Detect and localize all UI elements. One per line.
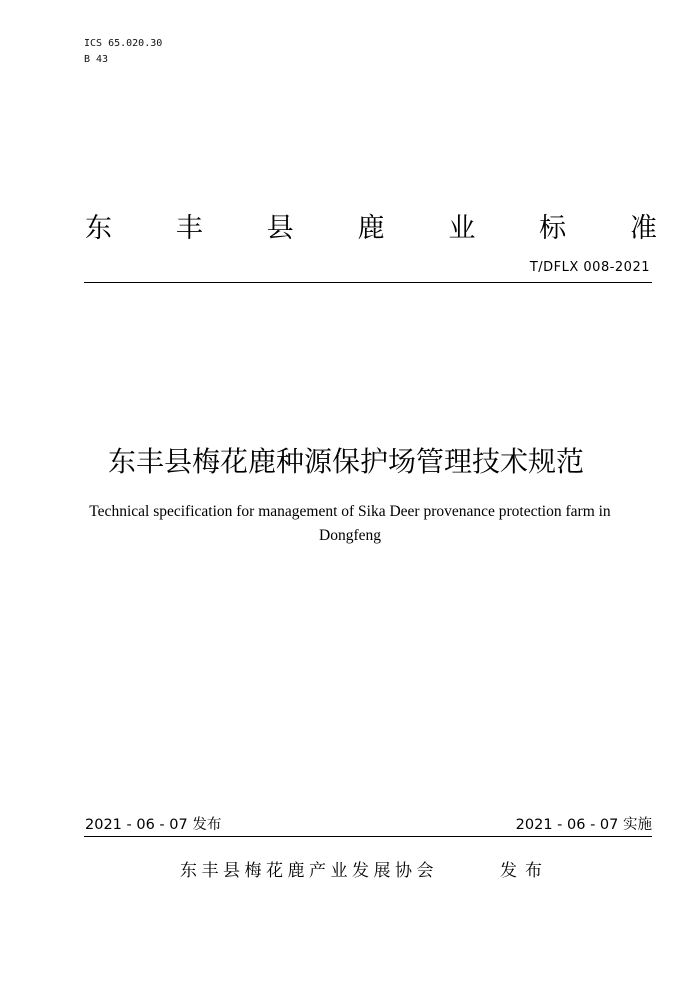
english-title-line: Dongfeng [319,527,381,544]
header-divider [84,282,652,283]
issue-date: 2021 - 06 - 07 发布 [85,817,222,833]
standard-number: T/DFLX 008-2021 [529,260,650,275]
standard-type-char: 业 [448,212,476,244]
standard-type-char: 准 [629,212,657,244]
document-title-chinese: 东丰县梅花鹿种源保护场管理技术规范 [107,445,584,478]
standard-type-char: 鹿 [357,212,385,244]
standard-type-char: 丰 [175,212,203,244]
standard-type-char: 县 [266,212,294,244]
standard-type-heading [85,205,657,245]
ics-code: ICS 65.020.30 [84,38,163,49]
publisher-name: 东丰县梅花鹿产业发展协会 [180,861,438,881]
standard-type-char: 东 [85,212,112,244]
footer-divider [84,836,652,837]
document-title-english [60,500,640,548]
implementation-date: 2021 - 06 - 07 实施 [515,817,652,833]
ccs-code: B 43 [84,54,109,65]
publish-label: 发布 [500,861,550,881]
english-title-line: Technical specification for management of Sika Deer provenance protection farm in [89,503,611,520]
standard-type-char: 标 [539,212,567,244]
